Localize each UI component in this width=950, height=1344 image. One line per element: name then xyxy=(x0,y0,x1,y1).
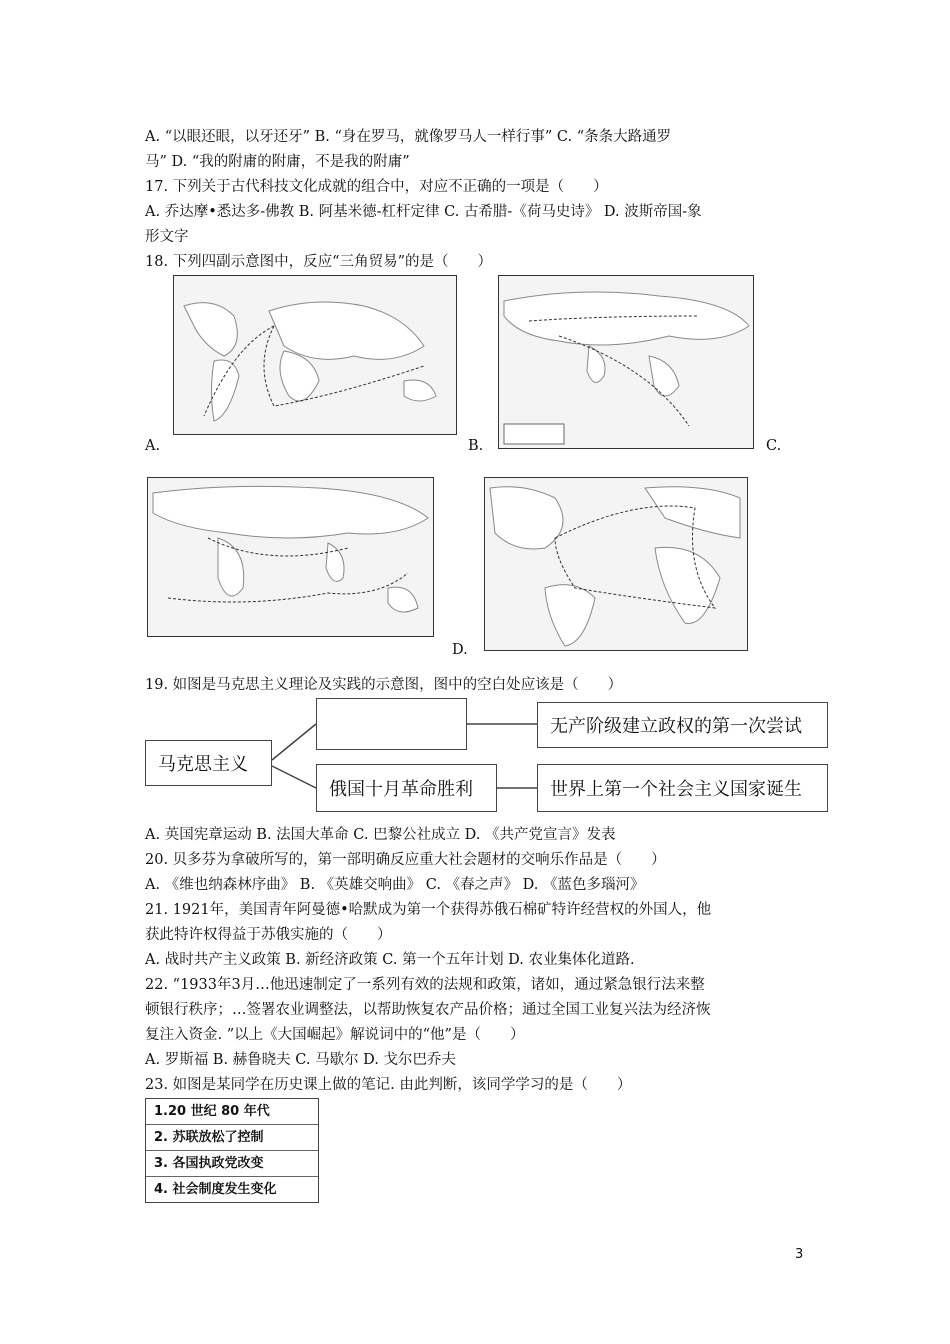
q23-stem: 23. 如图是某同学在历史课上做的笔记. 由此判断，该同学学习的是（ ） xyxy=(145,1077,632,1093)
map-a-label: A. xyxy=(145,438,161,454)
q16-options-line1: A. “以眼还眼，以牙还牙” B. “身在罗马，就像罗马人一样行事” C. “条条大路通罗 xyxy=(145,129,672,145)
note-item: 2. 苏联放松了控制 xyxy=(146,1125,318,1151)
q22-options: A. 罗斯福 B. 赫鲁晓夫 C. 马歇尔 D. 戈尔巴乔夫 xyxy=(145,1052,457,1068)
q17-stem: 17. 下列关于古代科技文化成就的组合中，对应不正确的一项是（ ） xyxy=(145,179,608,195)
map-b-image[interactable] xyxy=(498,275,754,449)
q17-options-line1: A. 乔达摩•悉达多-佛教 B. 阿基米德-杠杆定律 C. 古希腊-《荷马史诗》 D. 波斯帝国-象 xyxy=(145,204,702,220)
map-c-image[interactable] xyxy=(147,477,434,637)
q21-stem-line2: 获此特许权得益于苏俄实施的（ ） xyxy=(145,927,392,943)
notes-box xyxy=(145,1098,319,1203)
map-b-label: B. xyxy=(468,438,484,454)
map-d-image[interactable] xyxy=(484,477,748,651)
diagram-blank-box[interactable] xyxy=(316,698,467,750)
q21-options: A. 战时共产主义政策 B. 新经济政策 C. 第一个五年计划 D. 农业集体化道路. xyxy=(145,952,635,968)
q20-stem: 20. 贝多芬为拿破所写的，第一部明确反应重大社会题材的交响乐作品是（ ） xyxy=(145,852,666,868)
q22-stem-line2: 顿银行秩序；…签署农业调整法，以帮助恢复农产品价格；通过全国工业复兴法为经济恢 xyxy=(145,1002,711,1018)
diagram-root-box: 马克思主义 xyxy=(145,740,272,786)
diagram-first-socialist-state-box: 世界上第一个社会主义国家诞生 xyxy=(537,764,828,812)
note-item: 1.20 世纪 80 年代 xyxy=(146,1099,318,1125)
q22-stem-line3: 复注入资金. ”以上《大国崛起》解说词中的“他”是（ ） xyxy=(145,1027,525,1043)
q17-options-line2: 形文字 xyxy=(145,229,189,245)
q16-options-line2: 马” D. “我的附庸的附庸，不是我的附庸” xyxy=(145,154,410,170)
q19-stem: 19. 如图是马克思主义理论及实践的示意图，图中的空白处应该是（ ） xyxy=(145,677,623,693)
map-c-label: C. xyxy=(766,438,782,454)
diagram-first-attempt-box: 无产阶级建立政权的第一次尝试 xyxy=(537,702,828,748)
map-a-image[interactable] xyxy=(173,275,457,435)
q18-stem: 18. 下列四副示意图中，反应“三角贸易”的是（ ） xyxy=(145,254,492,270)
page-number: 3 xyxy=(795,1247,804,1262)
map-d-label: D. xyxy=(452,642,468,658)
q20-options: A. 《维也纳森林序曲》 B. 《英雄交响曲》 C. 《春之声》 D. 《蓝色多瑙河》 xyxy=(145,877,645,893)
q19-options: A. 英国宪章运动 B. 法国大革命 C. 巴黎公社成立 D. 《共产党宣言》发表 xyxy=(145,827,616,843)
note-item: 4. 社会制度发生变化 xyxy=(154,1182,277,1197)
note-item: 3. 各国执政党改变 xyxy=(146,1151,318,1177)
diagram-october-revolution-box: 俄国十月革命胜利 xyxy=(316,764,497,812)
q21-stem-line1: 21. 1921年，美国青年阿曼德•哈默成为第一个获得苏俄石棉矿特许经营权的外国人，他 xyxy=(145,902,712,918)
q22-stem-line1: 22. “1933年3月…他迅速制定了一系列有效的法规和政策，诸如，通过紧急银行法来整 xyxy=(145,977,705,993)
